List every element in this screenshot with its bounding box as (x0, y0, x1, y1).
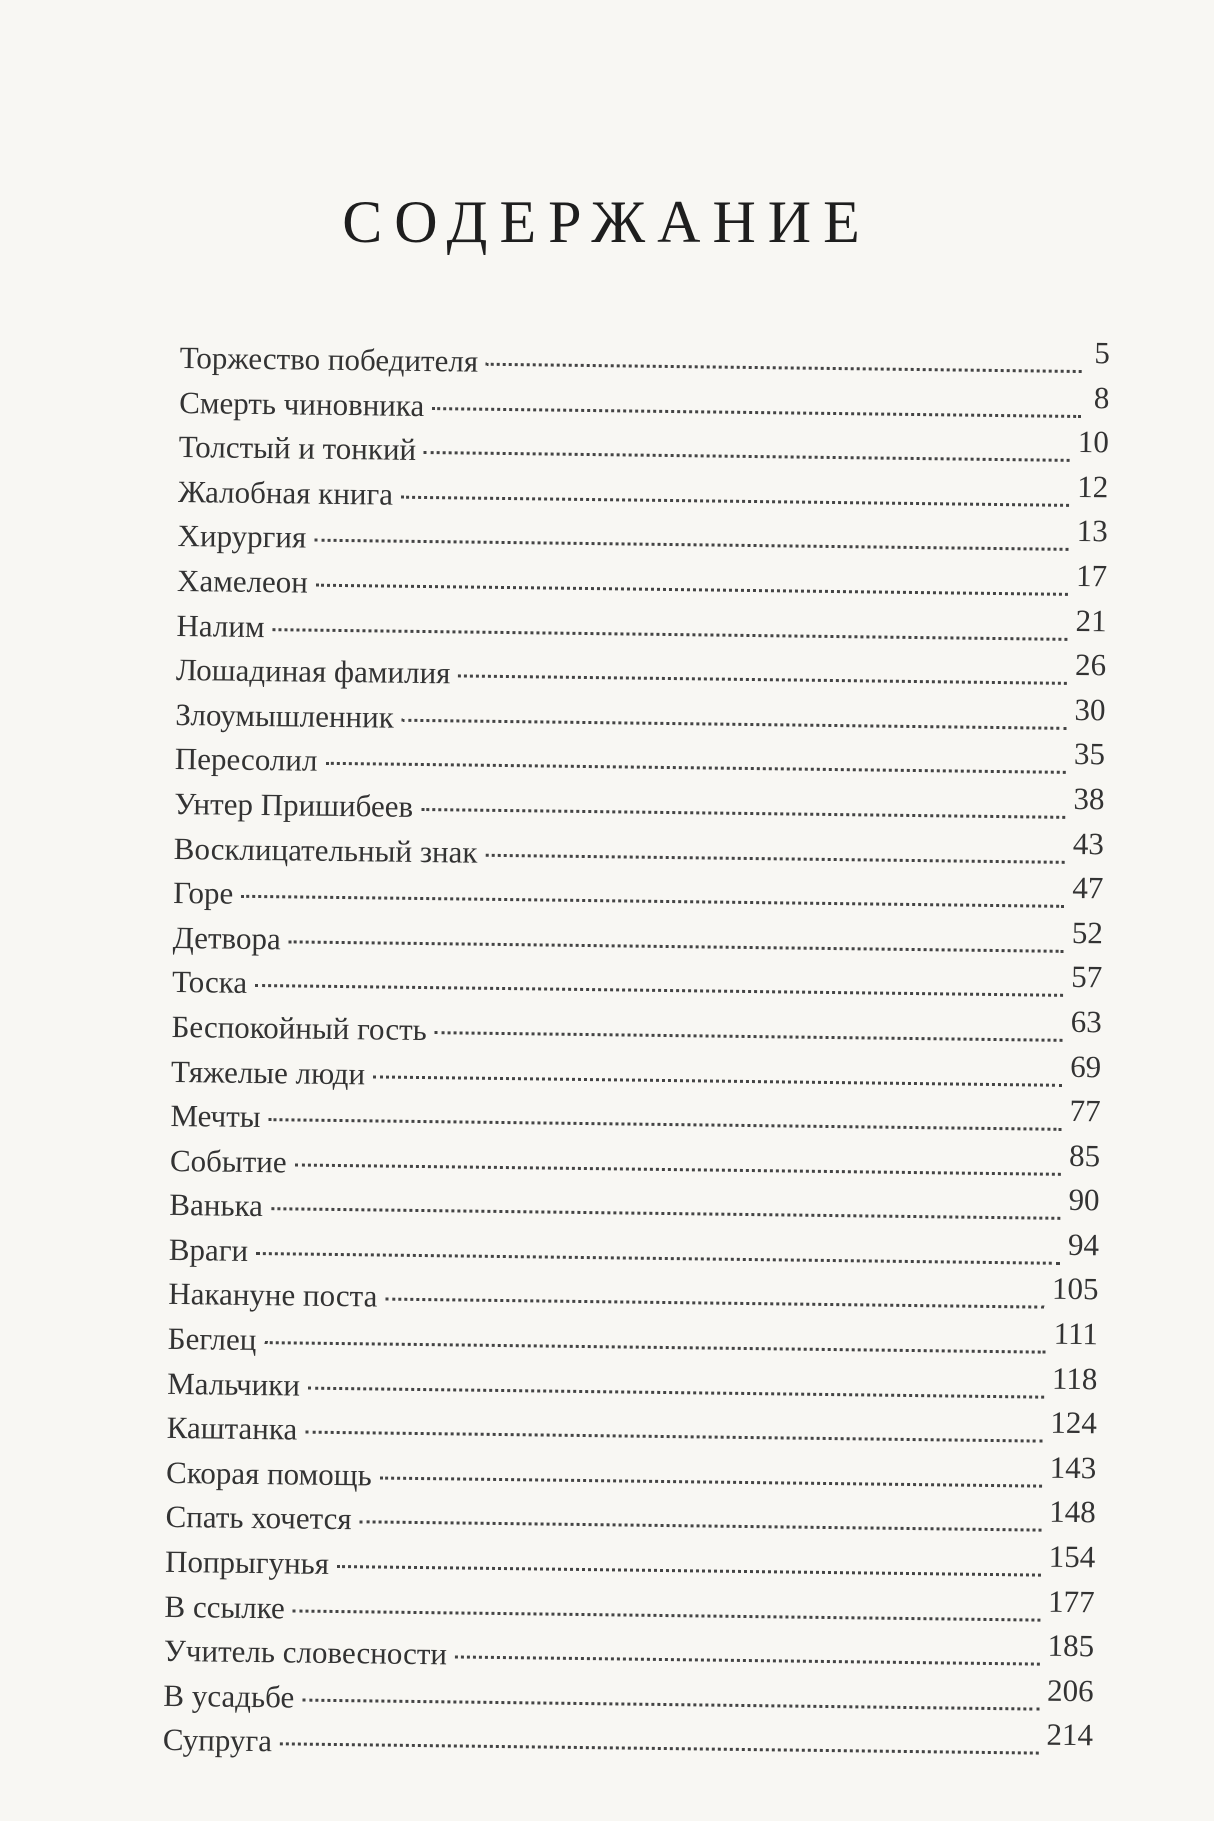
toc-entry-page-number: 124 (1050, 1404, 1098, 1441)
toc-entry-page-number: 90 (1068, 1182, 1100, 1218)
toc-entry-title: Налим (176, 607, 265, 644)
toc-entry-page-number: 63 (1070, 1003, 1102, 1040)
toc-entry-title: Горе (173, 875, 234, 911)
toc-entry-title: Смерть чиновника (179, 384, 425, 423)
dot-leader (337, 1565, 1040, 1577)
toc-entry-title: Жалобная книга (177, 473, 394, 512)
toc-entry-page-number: 10 (1077, 424, 1110, 460)
toc-entry-page-number: 85 (1068, 1137, 1101, 1173)
toc-entry-title: Детвора (172, 919, 281, 956)
toc-entry-title: Тяжелые люди (170, 1053, 366, 1091)
dot-leader (380, 1476, 1042, 1487)
toc-entry-title: Мечты (170, 1098, 261, 1135)
dot-leader (264, 1341, 1045, 1354)
table-of-contents (162, 335, 1111, 1778)
toc-entry-title: Спать хочется (165, 1499, 352, 1537)
toc-entry-page-number: 214 (1046, 1717, 1094, 1753)
toc-entry-page-number: 57 (1071, 959, 1103, 995)
toc-entry-page-number: 111 (1053, 1315, 1099, 1352)
dot-leader (316, 584, 1068, 596)
toc-entry-title: Лошадиная фамилия (175, 652, 451, 691)
dot-leader (308, 1386, 1044, 1398)
toc-entry-title: Мальчики (167, 1365, 301, 1403)
toc-entry-page-number: 52 (1071, 914, 1104, 951)
toc-entry-title: Супруга (162, 1722, 273, 1759)
dot-leader (360, 1521, 1042, 1532)
toc-entry-page-number: 185 (1047, 1627, 1095, 1664)
toc-entry-title: В ссылке (164, 1588, 286, 1625)
toc-entry-page-number: 177 (1047, 1583, 1095, 1619)
dot-leader (280, 1743, 1038, 1755)
toc-entry-page-number: 47 (1072, 870, 1104, 906)
dot-leader (424, 451, 1070, 462)
toc-entry-title: Хамелеон (176, 562, 309, 600)
toc-entry-title: Ванька (169, 1187, 264, 1224)
dot-leader (255, 984, 1063, 997)
dot-leader (241, 895, 1064, 908)
dot-leader (269, 1118, 1062, 1131)
toc-entry-page-number: 13 (1076, 513, 1108, 549)
dot-leader (458, 675, 1067, 685)
toc-entry-page-number: 12 (1077, 468, 1109, 505)
toc-entry-page-number: 94 (1067, 1226, 1100, 1263)
dot-leader (314, 539, 1068, 551)
toc-entry-title: В усадьбе (163, 1677, 295, 1715)
dot-leader (256, 1252, 1060, 1265)
dot-leader (373, 1075, 1062, 1086)
toc-entry-title: Унтер Пришибеев (174, 785, 414, 824)
toc-entry-page-number: 26 (1074, 647, 1107, 683)
toc-entry-page-number: 105 (1051, 1271, 1099, 1307)
toc-entry-title: Беспокойный гость (171, 1008, 427, 1047)
toc-entry-page-number: 17 (1075, 557, 1108, 594)
toc-entry-title: Событие (169, 1142, 287, 1180)
toc-entry-page-number: 5 (1094, 335, 1111, 371)
toc-entry-page-number: 77 (1069, 1093, 1101, 1129)
toc-entry-page-number: 38 (1073, 780, 1105, 817)
toc-entry-page-number: 154 (1048, 1538, 1096, 1575)
toc-entry-page-number: 43 (1072, 825, 1105, 861)
toc-entry-page-number: 21 (1075, 602, 1107, 638)
dot-leader (295, 1163, 1061, 1175)
dot-leader (302, 1698, 1039, 1710)
toc-entry-title: Тоска (171, 964, 248, 1001)
dot-leader (385, 1298, 1043, 1309)
dot-leader (273, 628, 1068, 641)
toc-entry-title: Хирургия (177, 518, 307, 555)
toc-entry-title: Накануне поста (168, 1276, 378, 1314)
dot-leader (485, 853, 1064, 863)
dot-leader (421, 808, 1065, 819)
toc-entry-page-number: 118 (1051, 1360, 1098, 1396)
toc-entry-title: Толстый и тонкий (178, 429, 417, 468)
toc-entry-title: Учитель словесности (163, 1633, 448, 1672)
dot-leader (455, 1656, 1039, 1666)
toc-entry-title: Пересолил (174, 741, 318, 779)
dot-leader (402, 718, 1067, 729)
dot-leader (289, 940, 1064, 952)
toc-entry-page-number: 206 (1046, 1672, 1094, 1709)
dot-leader (325, 762, 1065, 774)
dot-leader (486, 363, 1082, 373)
toc-entry-title: Враги (168, 1231, 249, 1268)
toc-entry-page-number: 69 (1069, 1048, 1102, 1084)
dot-leader (432, 407, 1081, 418)
toc-entry-title: Торжество победителя (179, 340, 479, 379)
dot-leader (293, 1609, 1040, 1621)
toc-entry-page-number: 35 (1073, 736, 1106, 772)
toc-entry-page-number: 8 (1093, 379, 1110, 415)
toc-entry-title: Злоумышленник (175, 696, 395, 735)
toc-entry-page-number: 143 (1049, 1449, 1097, 1486)
toc-entry-page-number: 148 (1049, 1494, 1096, 1530)
toc-entry-title: Восклицательный знак (173, 830, 478, 870)
toc-entry-page-number: 30 (1074, 691, 1106, 728)
dot-leader (401, 495, 1069, 506)
dot-leader (305, 1431, 1042, 1443)
page-title: СОДЕРЖАНИЕ (342, 189, 872, 255)
toc-entry-title: Каштанка (166, 1410, 298, 1447)
toc-entry-title: Попрыгунья (164, 1543, 330, 1581)
toc-entry-title: Скорая помощь (165, 1454, 372, 1493)
dot-leader (271, 1207, 1060, 1220)
dot-leader (435, 1031, 1063, 1042)
toc-entry-title: Беглец (167, 1320, 257, 1358)
